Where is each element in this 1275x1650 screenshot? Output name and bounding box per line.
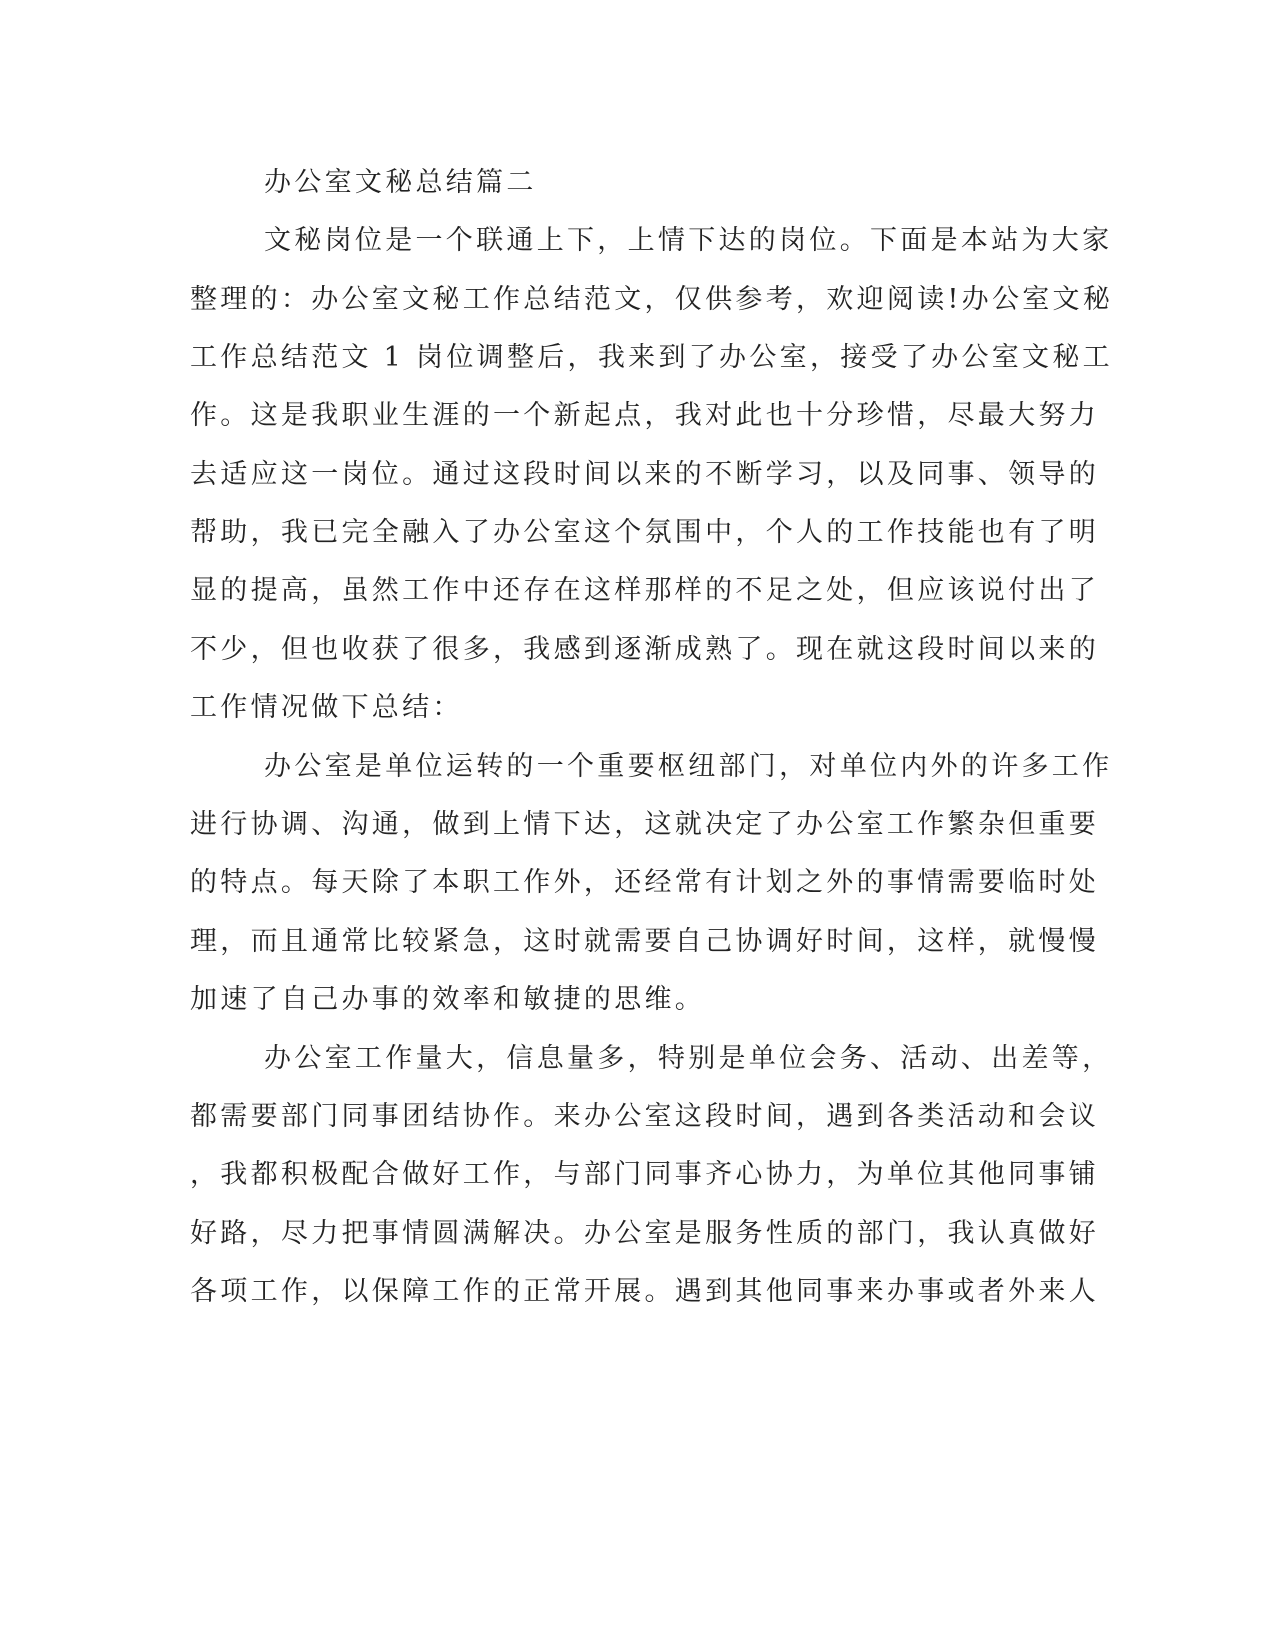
document-title: 办公室文秘总结篇二 [264,167,537,198]
paragraph-line: 作。这是我职业生涯的一个新起点，我对此也十分珍惜，尽最大努力 [190,400,1099,431]
paragraph-line: 不少，但也收获了很多，我感到逐渐成熟了。现在就这段时间以来的 [190,634,1099,665]
paragraph-line: 文秘岗位是一个联通上下，上情下达的岗位。下面是本站为大家 [264,225,1113,256]
paragraph-line: 去适应这一岗位。通过这段时间以来的不断学习，以及同事、领导的 [190,459,1099,490]
paragraph-line: 办公室工作量大，信息量多，特别是单位会务、活动、出差等， [264,1043,1113,1074]
paragraph-line: 工作总结范文 1 岗位调整后，我来到了办公室，接受了办公室文秘工 [190,342,1113,373]
paragraph-line: 好路，尽力把事情圆满解决。办公室是服务性质的部门，我认真做好 [190,1218,1099,1249]
paragraph-line: 都需要部门同事团结协作。来办公室这段时间，遇到各类活动和会议 [190,1101,1099,1132]
paragraph-line: 帮助，我已完全融入了办公室这个氛围中，个人的工作技能也有了明 [190,517,1099,548]
paragraph-line: ，我都积极配合做好工作，与部门同事齐心协力，为单位其他同事铺 [190,1159,1099,1190]
paragraph-line: 各项工作，以保障工作的正常开展。遇到其他同事来办事或者外来人 [190,1276,1099,1307]
paragraph-line: 理，而且通常比较紧急，这时就需要自己协调好时间，这样，就慢慢 [190,926,1099,957]
paragraph-line: 整理的：办公室文秘工作总结范文，仅供参考，欢迎阅读!办公室文秘 [190,284,1114,315]
paragraph-line: 显的提高，虽然工作中还存在这样那样的不足之处，但应该说付出了 [190,575,1099,606]
paragraph-line: 进行协调、沟通，做到上情下达，这就决定了办公室工作繁杂但重要 [190,809,1099,840]
paragraph-line: 的特点。每天除了本职工作外，还经常有计划之外的事情需要临时处 [190,867,1099,898]
paragraph-line: 办公室是单位运转的一个重要枢纽部门，对单位内外的许多工作 [264,751,1113,782]
paragraph-line: 加速了自己办事的效率和敏捷的思维。 [190,984,706,1015]
paragraph-line: 工作情况做下总结： [190,692,463,723]
